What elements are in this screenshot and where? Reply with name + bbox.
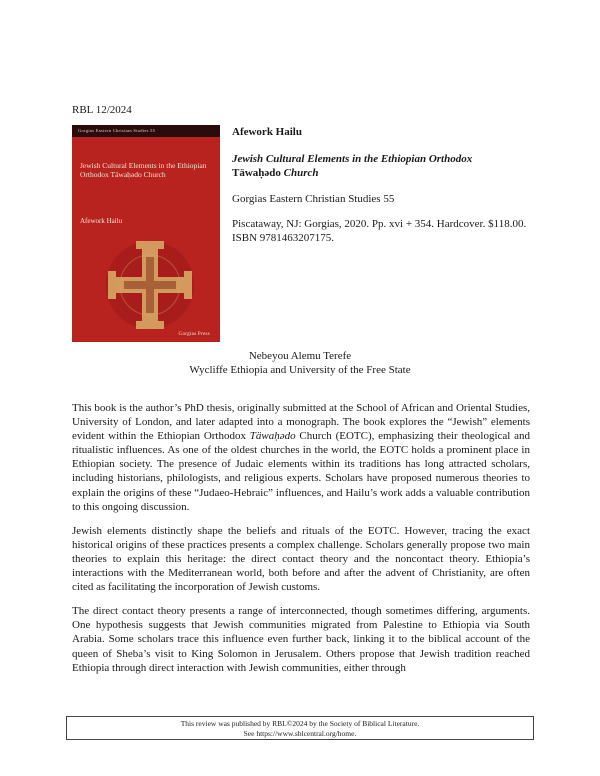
book-title: Jewish Cultural Elements in the Ethiopian Orthodox Täwaḥədo Church (232, 153, 473, 179)
reviewer-name: Nebeyou Alemu Terefe (248, 350, 352, 362)
footer-line-1: This review was published by RBL©2024 by the Society of Biblical Literature. (180, 719, 420, 728)
publication-footer (66, 716, 534, 740)
review-body (72, 401, 530, 685)
paragraph-1: This book is the author’s PhD thesis, originally submitted at the School of African and Oriental Studies, University of London, and later adapted into a monograph. The book explores the “Jewish” elements evident within the Ethiopian Orthodox Täwaḥədo Church (EOTC), emphasizing their theological and ritualistic influences. As one of the oldest churches in the world, the EOTC holds a prominent place in Ethiopian society. The presence of Judaic elements within its traditions has long attracted scholars, including historians, philologists, and religious experts. Scholars have proposed numerous theories to explain the origins of these “Judaeo-Hebraic” influences, and Hailu’s work adds a valuable contribution to this ongoing discussion. (72, 402, 530, 513)
cross-icon (102, 237, 212, 337)
book-cover-image (72, 125, 220, 342)
cover-publisher: Gorgias Press (178, 332, 210, 337)
footer-line-2: See https://www.sblcentral.org/home. (243, 729, 357, 738)
reviewer-affiliation: Wycliffe Ethiopia and University of the Free State (189, 364, 411, 376)
book-series: Gorgias Eastern Christian Studies 55 (232, 193, 395, 205)
reviewer-block (0, 349, 600, 377)
cover-series: Gorgias Eastern Christian Studies 55 (78, 128, 156, 133)
book-publication-details: Piscataway, NJ: Gorgias, 2020. Pp. xvi + 354. Hardcover. $118.00. ISBN 9781463207175. (232, 218, 527, 244)
book-info (232, 125, 532, 245)
paragraph-3: The direct contact theory presents a range of interconnected, though sometimes differing, arguments. One hypothesis suggests that Jewish communities migrated from Palestine to Ethiopia via South Arabia. Some scholars trace this influence even further back, linking it to the biblical account of the queen of Sheba’s visit to King Solomon in Jerusalem. Others propose that Jewish tradition reached Ethiopia through direct interaction with Jewish communities, either through (72, 605, 530, 674)
issue-label: RBL 12/2024 (72, 104, 132, 116)
cover-title: Jewish Cultural Elements in the Ethiopian Orthodox Täwaḥədo Church (80, 161, 207, 179)
book-author: Afework Hailu (232, 126, 302, 138)
cover-author: Afework Hailu (80, 217, 123, 225)
paragraph-2: Jewish elements distinctly shape the beliefs and rituals of the EOTC. However, tracing the exact historical origins of these practices presents a complex challenge. Scholars generally propose two main theories to explain this heritage: the direct contact theory and the noncontact theory. Ethiopia’s interactions with the Mediterranean world, both before and after the advent of Christianity, are often cited as facilitating the incorporation of Jewish customs. (72, 524, 530, 594)
